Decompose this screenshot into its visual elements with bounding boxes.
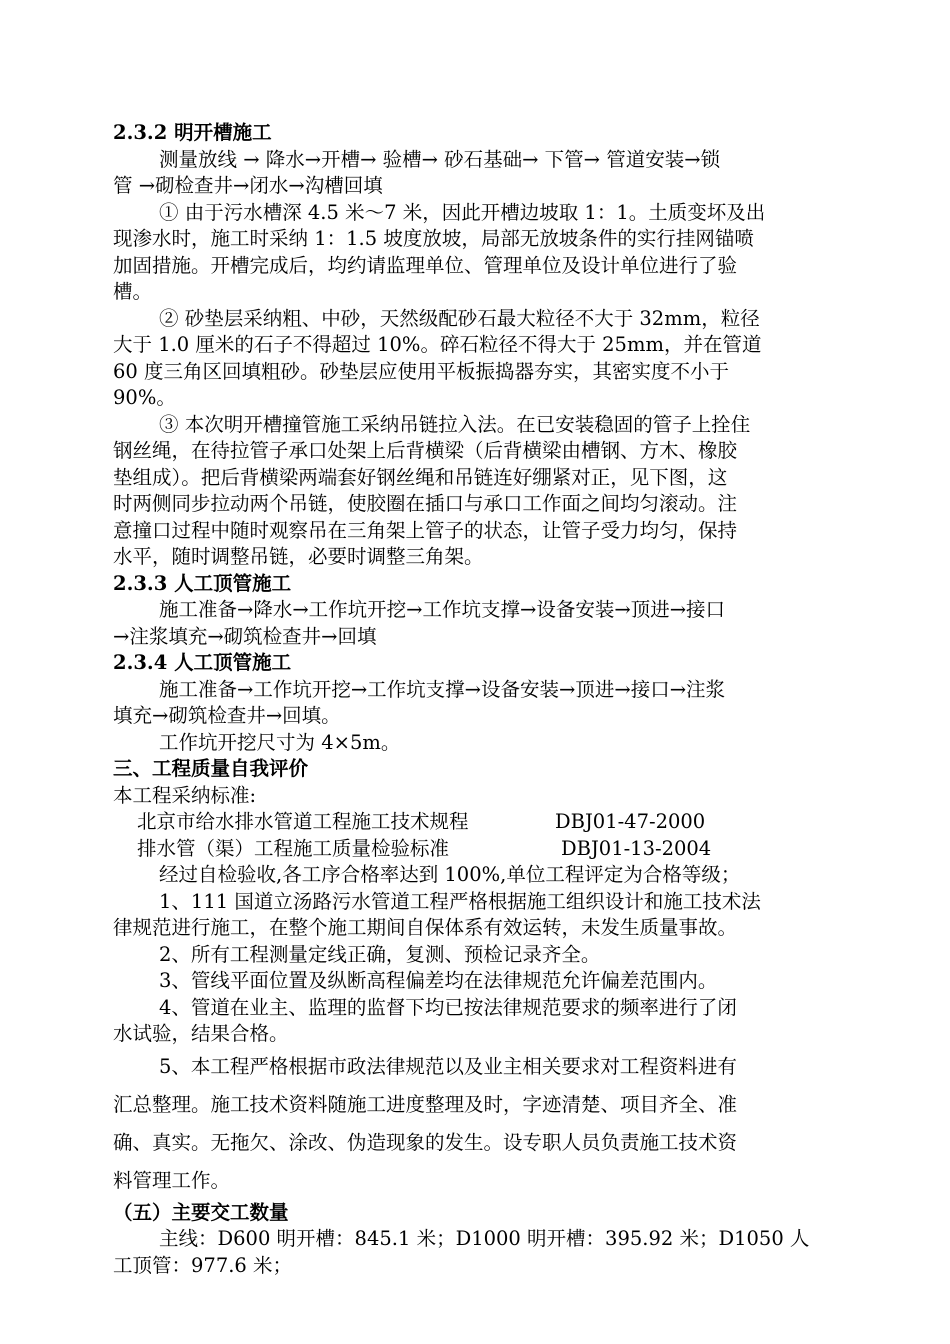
paragraph-line: 2、所有工程测量定线正确，复测、预检记录齐全。 (159, 942, 601, 966)
paragraph-line: 时两侧同步拉动两个吊链，使胶圈在插口与承口工作面之间均匀滚动。注 (113, 492, 738, 515)
paragraph-line: 确、真实。无拖欠、涂改、伪造现象的发生。设专职人员负责施工技术资 (113, 1130, 738, 1154)
section-heading-2-3-3: 2.3.3 人工顶管施工 (113, 571, 292, 595)
paragraph-line: 4、管道在业主、监理的监督下均已按法律规范要求的频率进行了闭 (159, 995, 737, 1019)
paragraph-line: 施工准备→降水→工作坑开挖→工作坑支撑→设备安装→顶进→接口 (159, 598, 726, 621)
paragraph-line: 汇总整理。施工技术资料随施工进度整理及时，字迹清楚、项目齐全、准 (113, 1092, 738, 1116)
paragraph-line: 5、本工程严格根据市政法律规范以及业主相关要求对工程资料进有 (159, 1054, 737, 1078)
paragraph-line: 料管理工作。 (113, 1168, 231, 1192)
paragraph-line: 律规范进行施工，在整个施工期间自保体系有效运转，未发生质量事故。 (113, 916, 738, 939)
paragraph-line: 工顶管：977.6 米； (113, 1253, 293, 1277)
standard-name: 北京市给水排水管道工程施工技术规程 (137, 810, 469, 833)
paragraph-line: 槽。 (113, 280, 153, 303)
paragraph-line: 主线：D600 明开槽：845.1 米；D1000 明开槽：395.92 米；D1050 人 (159, 1227, 810, 1250)
paragraph-line: 钢丝绳，在待拉管子承口处架上后背横梁（后背横梁由槽钢、方木、橡胶 (113, 439, 738, 462)
paragraph-line: 60 度三角区回填粗砂。砂垫层应使用平板振捣器夯实，其密实度不小于 (113, 359, 730, 383)
standard-code: DBJ01-47-2000 (555, 810, 706, 833)
paragraph-line: 3、管线平面位置及纵断高程偏差均在法律规范允许偏差范围内。 (159, 969, 718, 992)
section-heading-quality: 三、工程质量自我评价 (113, 757, 309, 780)
standard-code: DBJ01-13-2004 (561, 836, 712, 860)
document-page (113, 120, 838, 1279)
paragraph-line: 管 →砌检查井→闭水→沟槽回填 (113, 174, 383, 197)
paragraph-line: ③ 本次明开槽撞管施工采纳吊链拉入法。在已安装稳固的管子上拴住 (159, 412, 751, 436)
paragraph-line: 垫组成）。把后背横梁两端套好钢丝绳和吊链连好绷紧对正，见下图，这 (113, 465, 728, 489)
paragraph-line: 本工程采纳标准: (113, 783, 257, 807)
paragraph-line: 意撞口过程中随时观察吊在三角架上管子的状态，让管子受力均匀，保持 (113, 518, 738, 542)
paragraph-line: 施工准备→工作坑开挖→工作坑支撑→设备安装→顶进→接口→注浆 (159, 677, 726, 701)
paragraph-line: ② 砂垫层采纳粗、中砂，天然级配砂石最大粒径不大于 32mm，粒径 (159, 306, 760, 330)
standard-row (113, 809, 838, 836)
paragraph-line: 水平，随时调整吊链，必要时调整三角架。 (113, 545, 484, 568)
standard-name: 排水管（渠）工程施工质量检验标准 (137, 836, 450, 860)
section-heading-handover: （五）主要交工数量 (113, 1200, 289, 1224)
paragraph-line: 测量放线 → 降水→开槽→ 验槽→ 砂石基础→ 下管→ 管道安装→锁 (159, 147, 721, 171)
paragraph-line: 加固措施。开槽完成后，均约请监理单位、管理单位及设计单位进行了验 (113, 253, 738, 277)
standard-row (113, 836, 838, 863)
paragraph-line: 水试验，结果合格。 (113, 1022, 289, 1045)
paragraph-line: 大于 1.0 厘米的石子不得超过 10%。碎石粒径不得大于 25mm，并在管道 (113, 333, 762, 356)
section-heading-2-3-4: 2.3.4 人工顶管施工 (113, 651, 292, 674)
paragraph-line: 90%。 (113, 386, 176, 409)
section-heading-2-3-2: 2.3.2 明开槽施工 (113, 121, 272, 144)
paragraph-line: 经过自检验收,各工序合格率达到 100%,单位工程评定为合格等级； (159, 863, 741, 886)
paragraph-line: 工作坑开挖尺寸为 4×5m。 (159, 730, 401, 754)
paragraph-line: 填充→砌筑检查井→回填。 (113, 704, 341, 727)
paragraph-line: 现渗水时，施工时采纳 1：1.5 坡度放坡，局部无放坡条件的实行挂网锚喷 (113, 227, 754, 250)
paragraph-line: →注浆填充→砌筑检查井→回填 (113, 624, 377, 648)
paragraph-line: ① 由于污水槽深 4.5 米～7 米，因此开槽边坡取 1：1。土质变坏及出 (159, 200, 766, 224)
paragraph-line: 1、111 国道立汤路污水管道工程严格根据施工组织设计和施工技术法 (159, 889, 761, 913)
